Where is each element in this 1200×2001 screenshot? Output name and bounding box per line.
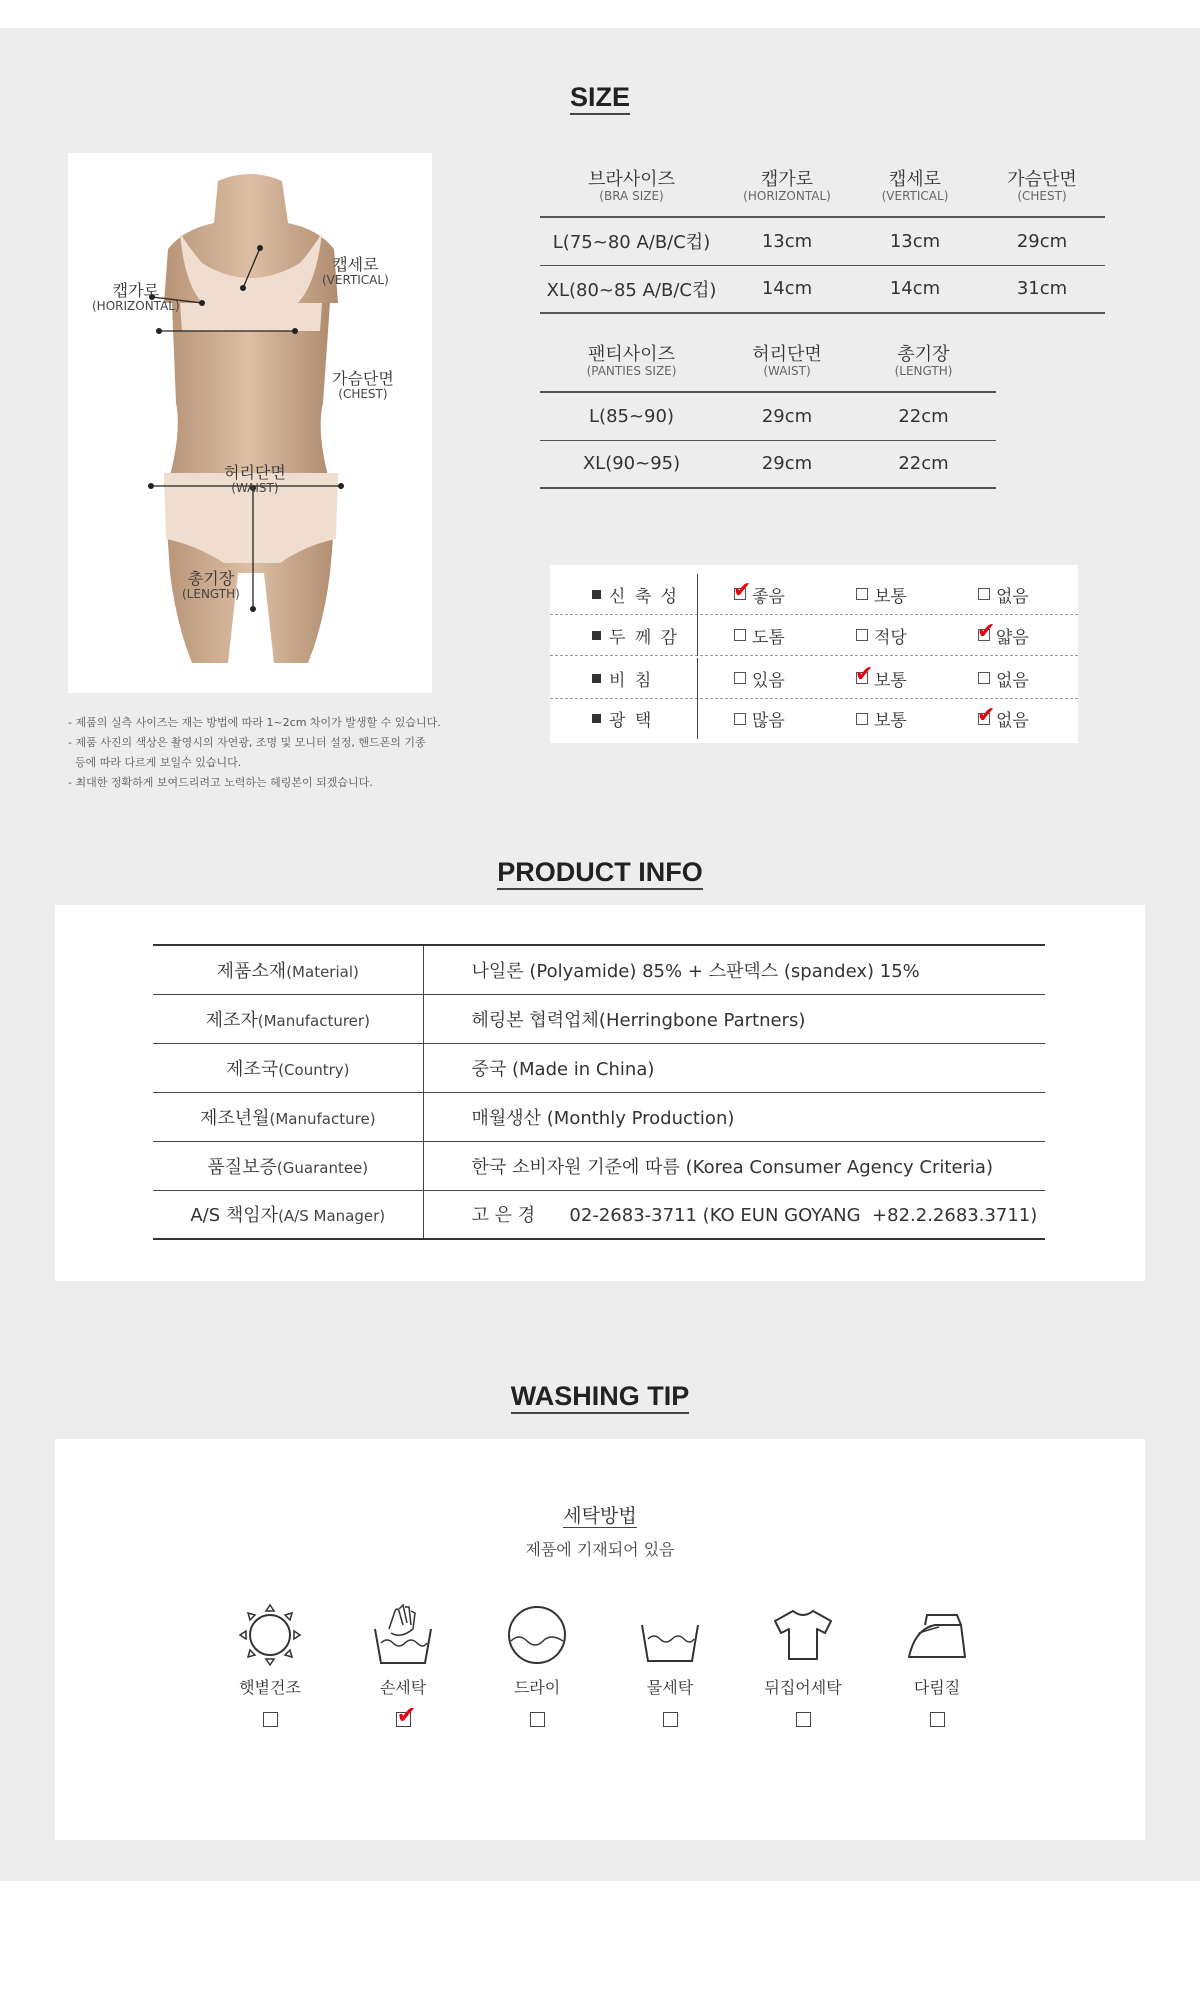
hand-wash-icon <box>371 1603 435 1667</box>
table-cell: XL(80~85 A/B/C컵) <box>540 265 723 313</box>
feature-row <box>550 615 1078 656</box>
info-key <box>153 994 423 1043</box>
size-section-title: SIZE <box>0 82 1200 113</box>
feature-option <box>942 619 1064 648</box>
panty-header-length: 총기장 (LENGTH) <box>851 332 996 392</box>
label-waist: 허리단면 (WAIST) <box>224 463 286 495</box>
info-value: 헤링본 협력업체(Herringbone Partners) <box>423 994 1045 1043</box>
feature-checkbox[interactable] <box>977 619 996 644</box>
table-row <box>153 945 1045 994</box>
feature-checkbox[interactable] <box>977 702 996 728</box>
feature-option-label: 없음 <box>996 586 1029 607</box>
table-row <box>540 440 996 488</box>
feature-checkbox[interactable] <box>855 662 874 687</box>
table-row <box>153 1141 1045 1190</box>
feature-row <box>550 574 1078 615</box>
wash-checkbox[interactable] <box>263 1712 278 1727</box>
wash-item-iron <box>877 1603 997 1727</box>
wash-label: 손세탁 <box>379 1678 427 1697</box>
info-value: 중국 (Made in China) <box>423 1043 1045 1092</box>
wash-label: 드라이 <box>513 1678 561 1697</box>
label-horizontal: 캡가로 (HORIZONTAL) <box>92 281 180 313</box>
label-length: 총기장 (LENGTH) <box>182 569 240 601</box>
wash-item-inside-out <box>743 1603 863 1727</box>
bra-header-size: 브라사이즈 (BRA SIZE) <box>540 157 723 217</box>
table-cell: 29cm <box>723 392 851 440</box>
feature-option <box>698 706 820 731</box>
feature-label <box>550 698 698 739</box>
feature-option-label: 좋음 <box>752 586 785 607</box>
info-key-text: 제조년월 <box>199 1107 270 1129</box>
feature-checkbox[interactable] <box>978 588 990 600</box>
info-key-en: (Manufacturer) <box>257 1011 370 1030</box>
dry-clean-icon <box>505 1603 569 1667</box>
wash-checkbox[interactable] <box>663 1712 678 1727</box>
water-wash-icon <box>638 1603 702 1667</box>
washing-box <box>55 1439 1145 1840</box>
feature-option-label: 없음 <box>996 670 1029 691</box>
feature-option-label: 없음 <box>996 711 1029 731</box>
note-line: 등에 따라 다르게 보일수 있습니다. <box>68 756 242 769</box>
info-key-en: (Material) <box>286 962 359 981</box>
feature-checkbox[interactable] <box>733 578 752 603</box>
size-notes <box>68 713 458 793</box>
table-row <box>540 217 1105 265</box>
table-row <box>540 392 996 440</box>
product-info-title: PRODUCT INFO <box>0 857 1200 888</box>
feature-label <box>550 574 698 615</box>
wash-label: 다림질 <box>913 1678 961 1697</box>
wash-checkbox[interactable] <box>530 1712 545 1727</box>
note-line: - 제품 사진의 색상은 촬영시의 자연광, 조명 및 모니터 설정, 핸드폰의 기종 <box>68 736 426 749</box>
panty-header-size: 팬티사이즈 (PANTIES SIZE) <box>540 332 723 392</box>
check-mark-icon: ✔ <box>977 702 996 728</box>
bra-header-vertical: 캡세로 (VERTICAL) <box>851 157 979 217</box>
info-key-en: (Manufacture) <box>269 1109 376 1128</box>
feature-option <box>820 582 942 607</box>
bullet-square-icon <box>592 674 601 683</box>
wash-method-title: 세탁방법 <box>563 1505 637 1527</box>
feature-option <box>942 666 1064 691</box>
feature-option <box>942 582 1064 607</box>
table-row <box>153 994 1045 1043</box>
feature-label <box>550 615 698 656</box>
table-cell: 22cm <box>851 392 996 440</box>
feature-checkbox[interactable] <box>978 672 990 684</box>
info-value: 한국 소비자원 기준에 따름 (Korea Consumer Agency Criteria) <box>423 1141 1045 1190</box>
table-cell: 31cm <box>979 265 1105 313</box>
inside-out-icon <box>771 1603 835 1667</box>
feature-option-label: 보통 <box>874 586 907 607</box>
check-mark-icon: ✔ <box>977 619 996 644</box>
info-key <box>153 1092 423 1141</box>
feature-checkbox[interactable] <box>856 629 868 641</box>
wash-method-subtitle: 제품에 기재되어 있음 <box>525 1540 675 1559</box>
feature-option <box>698 623 820 648</box>
info-key-en: (A/S Manager) <box>278 1207 386 1226</box>
table-cell: 13cm <box>851 217 979 265</box>
feature-option <box>820 706 942 731</box>
feature-checkbox[interactable] <box>734 713 746 725</box>
info-key-text: 품질보증 <box>207 1156 277 1178</box>
feature-checkbox[interactable] <box>734 672 746 684</box>
table-row <box>153 1190 1045 1239</box>
mannequin-illustration <box>68 153 432 693</box>
table-cell: 22cm <box>851 440 996 488</box>
feature-option <box>820 662 942 691</box>
feature-label-text: 신 축 성 <box>609 586 680 607</box>
info-key-text: A/S 책임자 <box>190 1205 279 1227</box>
note-line: - 최대한 정확하게 보여드리려고 노력하는 헤링본이 되겠습니다. <box>68 776 373 789</box>
iron-icon <box>905 1603 969 1667</box>
feature-checkbox[interactable] <box>856 588 868 600</box>
check-mark-icon: ✔ <box>855 662 874 687</box>
info-value: 나일론 (Polyamide) 85% + 스판덱스 (spandex) 15% <box>423 945 1045 994</box>
table-cell: 29cm <box>979 217 1105 265</box>
wash-label: 물세탁 <box>646 1678 694 1697</box>
feature-option <box>698 666 820 691</box>
check-mark-icon: ✔ <box>396 1701 417 1729</box>
info-value: 매월생산 (Monthly Production) <box>423 1092 1045 1141</box>
note-line: - 제품의 실측 사이즈는 재는 방법에 따라 1~2cm 차이가 발생할 수 있습니다. <box>68 716 441 729</box>
table-row <box>153 1043 1045 1092</box>
feature-option-label: 도톰 <box>752 627 785 648</box>
wash-checkbox[interactable] <box>796 1712 811 1727</box>
feature-checkbox[interactable] <box>856 713 868 725</box>
feature-option-label: 많음 <box>752 711 785 731</box>
wash-label: 햇볕건조 <box>239 1678 301 1697</box>
feature-option-label: 있음 <box>752 670 785 691</box>
feature-checkbox[interactable] <box>734 629 746 641</box>
feature-label-text: 광 택 <box>609 711 654 731</box>
wash-item-sun-dry <box>210 1603 330 1727</box>
fabric-feature-box <box>550 565 1078 743</box>
wash-item-hand-wash <box>343 1603 463 1727</box>
check-mark-icon: ✔ <box>733 578 752 603</box>
washing-tip-title: WASHING TIP <box>0 1381 1200 1412</box>
sun-dry-icon <box>238 1603 302 1667</box>
info-key <box>153 945 423 994</box>
info-key <box>153 1190 423 1239</box>
bra-header-chest: 가슴단면 (CHEST) <box>979 157 1105 217</box>
bullet-square-icon <box>592 714 601 723</box>
feature-label <box>550 658 698 699</box>
bra-size-table <box>540 157 1105 314</box>
table-cell: L(75~80 A/B/C컵) <box>540 217 723 265</box>
feature-option <box>942 702 1064 731</box>
table-cell: L(85~90) <box>540 392 723 440</box>
feature-option-label: 보통 <box>874 711 907 731</box>
info-key-text: 제품소재 <box>216 960 287 982</box>
feature-option-label: 적당 <box>874 627 907 648</box>
bullet-square-icon <box>592 631 601 640</box>
table-cell: 14cm <box>723 265 851 313</box>
table-cell: 13cm <box>723 217 851 265</box>
label-chest: 가슴단면 (CHEST) <box>332 369 394 401</box>
wash-checkbox[interactable] <box>930 1712 945 1727</box>
mannequin-image <box>68 153 432 693</box>
table-cell: 14cm <box>851 265 979 313</box>
panty-header-waist: 허리단면 (WAIST) <box>723 332 851 392</box>
feature-option-label: 얇음 <box>996 627 1029 648</box>
bra-header-horizontal: 캡가로 (HORIZONTAL) <box>723 157 851 217</box>
feature-option <box>820 623 942 648</box>
wash-label: 뒤집어세탁 <box>764 1678 842 1697</box>
feature-row <box>550 698 1078 739</box>
info-key <box>153 1141 423 1190</box>
wash-checkbox[interactable] <box>396 1701 417 1729</box>
info-key <box>153 1043 423 1092</box>
feature-label-text: 두 께 감 <box>609 627 680 648</box>
info-key-en: (Guarantee) <box>276 1158 369 1177</box>
info-key-text: 제조국 <box>226 1058 279 1080</box>
table-row <box>153 1092 1045 1141</box>
product-info-box <box>55 905 1145 1281</box>
product-info-table <box>153 944 1045 1240</box>
feature-option-label: 보통 <box>874 670 907 691</box>
wash-item-water-wash <box>610 1603 730 1727</box>
bullet-square-icon <box>592 590 601 599</box>
feature-row <box>550 658 1078 699</box>
info-value: 고 은 경 02-2683-3711 (KO EUN GOYANG +82.2.2683.3711) <box>423 1190 1045 1239</box>
table-cell: XL(90~95) <box>540 440 723 488</box>
feature-option <box>698 578 820 607</box>
info-key-en: (Country) <box>278 1060 350 1079</box>
info-key-text: 제조자 <box>205 1009 258 1031</box>
table-row <box>540 265 1105 313</box>
panty-size-table <box>540 332 996 489</box>
feature-label-text: 비 침 <box>609 670 654 691</box>
table-cell: 29cm <box>723 440 851 488</box>
wash-item-dry-clean <box>477 1603 597 1727</box>
label-vertical: 캡세로 (VERTICAL) <box>322 255 389 287</box>
